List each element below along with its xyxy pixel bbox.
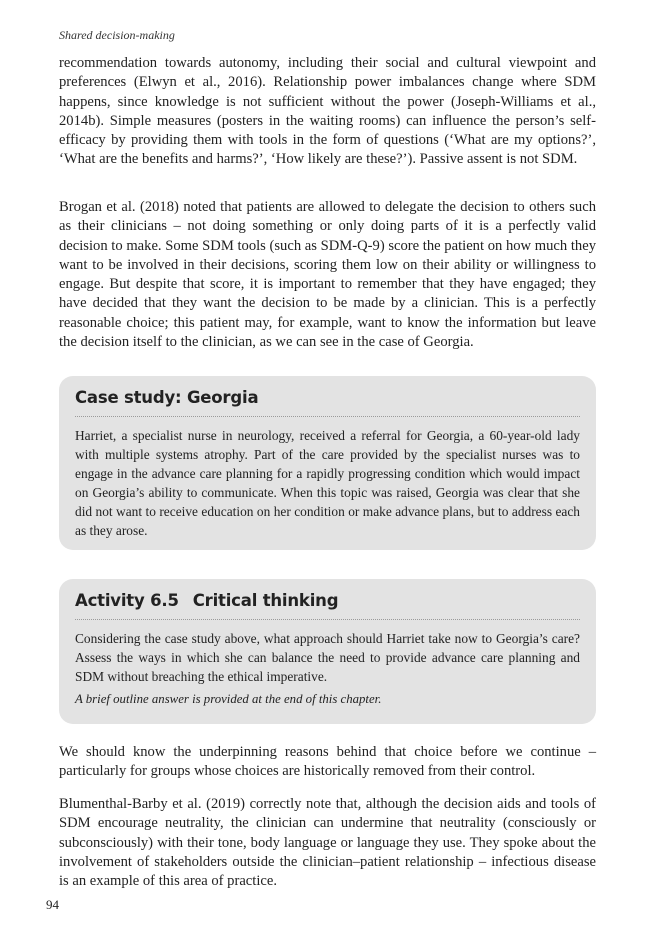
activity-note: A brief outline answer is provided at the end of this chapter.	[75, 692, 382, 707]
activity-text: Considering the case study above, what approach should Harriet take now to Georgia’s care? Assess the ways in which she can balance the need to provide advance care planning and SDM without breaching the ethical imperative.	[75, 631, 580, 685]
paragraph-delegation: Brogan et al. (2018) noted that patients are allowed to delegate the decision to others such as their clinicians – not doing something or only doing parts of it is a perfectly valid decision to make. Some SDM tools (such as SDM-Q-9) score the patient on how much they want to be involved in their decisions, scoring them low on their ability or willingness to engage. But despite that score, it is important to remember that they have engaged; they have decided that they want the decision to be made by a clinician. This is a perfectly reasonable choice; this patient may, for example, want to know the information but leave the decision itself to the clinician, as we can see in the case of Georgia.	[59, 199, 596, 351]
activity-heading	[75, 579, 580, 619]
page-number: 94	[46, 897, 59, 912]
activity-title: Critical thinking	[192, 591, 339, 610]
case-study-text: Harriet, a specialist nurse in neurology, received a referral for Georgia, a 60-year-old lady with multiple systems atrophy. Part of the care provided by the specialist nurses was to engage in the advance care planning for a rapidly progressing condition which would impact on Georgia’s ability to communicate. When this topic was raised, Georgia was clear that she did not want to receive education on her condition or make advance plans, but to address each as they arose.	[75, 428, 580, 539]
activity-divider	[75, 619, 580, 620]
case-study-title: Case study: Georgia	[75, 388, 259, 407]
case-study-box	[59, 376, 596, 550]
case-study-divider	[75, 416, 580, 417]
running-head: Shared decision-making	[59, 28, 175, 42]
paragraph-neutrality: Blumenthal-Barby et al. (2019) correctly note that, although the decision aids and tools of SDM encourage neutrality, the clinician can undermine that neutrality (consciously or subconsciously) with their tone, body language or language they use. They spoke about the involvement of stakeholders outside the clinician–patient relationship – infectious disease is an example of this area of practice.	[59, 796, 596, 890]
activity-box	[59, 579, 596, 724]
paragraph-autonomy: recommendation towards autonomy, including their social and cultural viewpoint and preferences (Elwyn et al., 2016). Relationship power imbalances change where SDM happens, since knowledge is not sufficient without the power (Joseph-Williams et al., 2014b). Simple measures (posters in the waiting rooms) can influence the person’s self-efficacy by providing them with tools in the form of questions (‘What are my options?’, ‘What are the benefits and harms?’, ‘How likely are these?’). Passive assent is not SDM.	[59, 55, 596, 168]
paragraph-underpinning-reasons: We should know the underpinning reasons behind that choice before we continue – particularly for groups whose choices are historically removed from their control.	[59, 744, 596, 780]
activity-number: Activity 6.5	[75, 591, 179, 610]
